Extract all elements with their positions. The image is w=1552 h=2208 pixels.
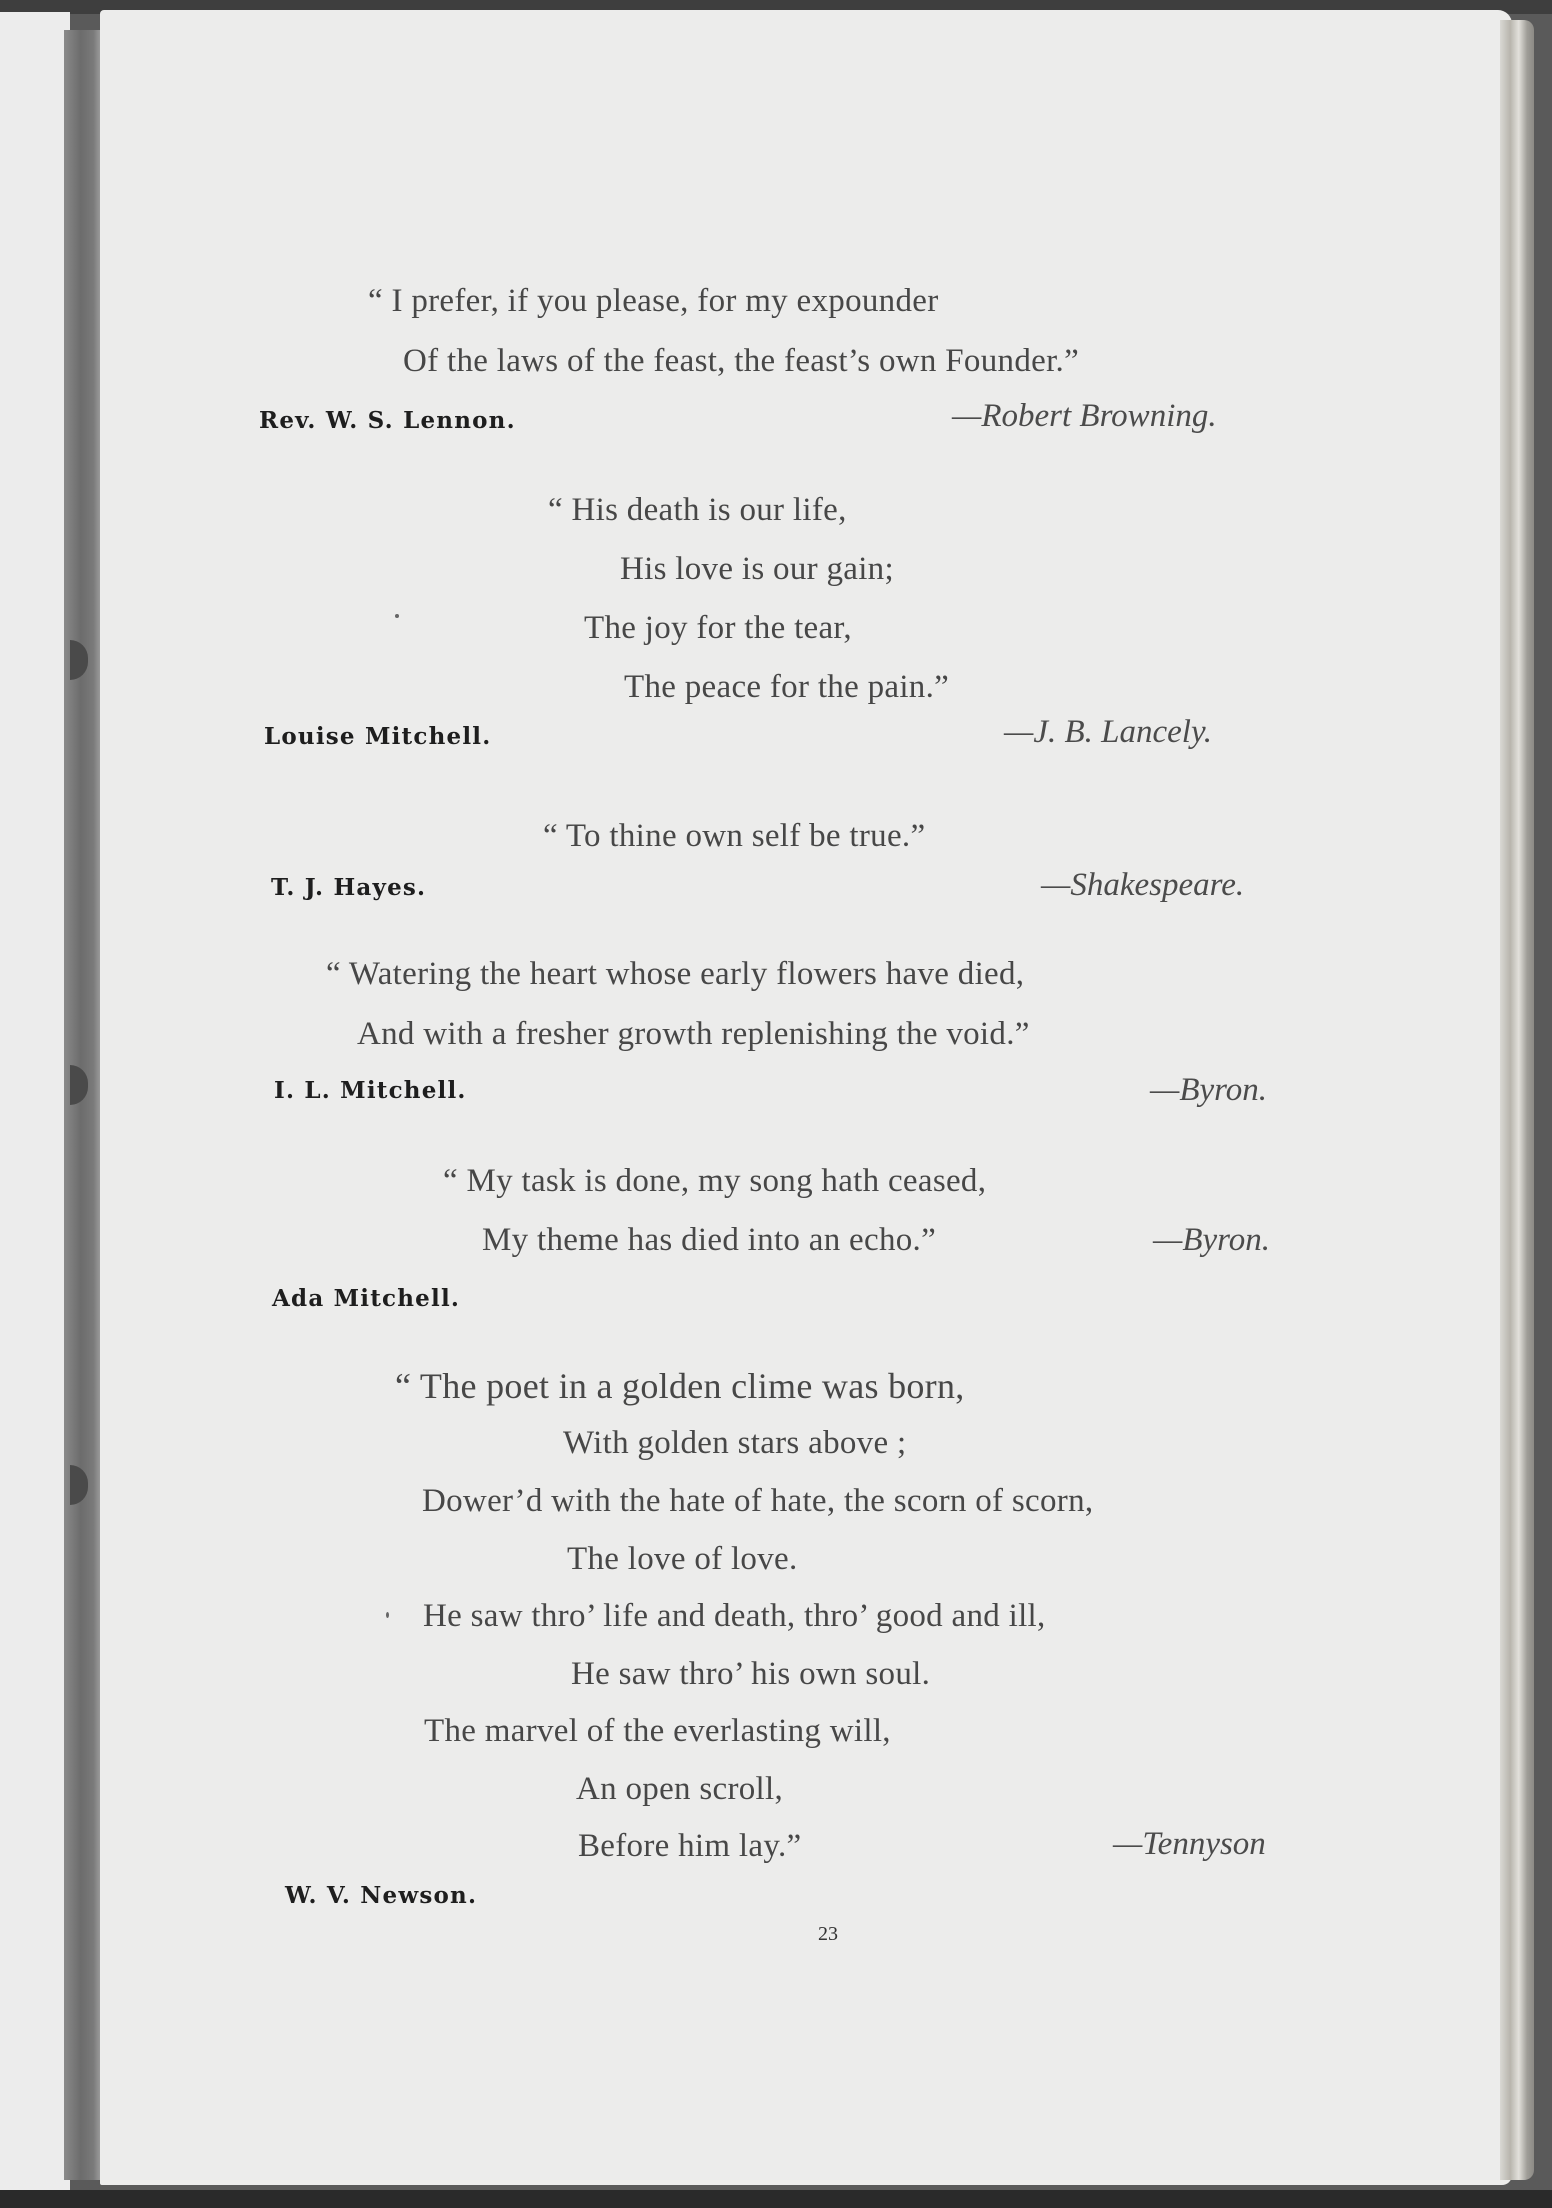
quote-line: “ My task is done, my song hath ceased, xyxy=(443,1163,987,1199)
quote-line: Of the laws of the feast, the feast’s own Founder.” xyxy=(403,343,1080,379)
contributor-name: Ada Mitchell. xyxy=(272,1285,461,1312)
quote-author: —J. B. Lancely. xyxy=(1004,714,1213,750)
contributor-name: Louise Mitchell. xyxy=(264,723,492,750)
quote-line: And with a fresher growth replenishing the void.” xyxy=(357,1016,1030,1052)
quote-line: Before him lay.” xyxy=(578,1828,802,1864)
quote-author: —Robert Browning. xyxy=(952,398,1217,434)
quote-line: “ Watering the heart whose early flowers have died, xyxy=(326,956,1025,992)
quote-line: The love of love. xyxy=(567,1541,798,1577)
quote-line: “ I prefer, if you please, for my expounder xyxy=(368,283,939,319)
quote-author: —Shakespeare. xyxy=(1041,867,1245,903)
quote-line: He saw thro’ life and death, thro’ good and ill, xyxy=(423,1598,1046,1634)
ink-speck xyxy=(395,614,399,618)
quote-line: “ His death is our life, xyxy=(548,492,847,528)
page-number: 23 xyxy=(818,1923,838,1945)
quote-line: “ To thine own self be true.” xyxy=(543,818,926,854)
quote-author: —Tennyson xyxy=(1113,1826,1266,1862)
page-edge xyxy=(1500,20,1534,2180)
contributor-name: Rev. W. S. Lennon. xyxy=(259,407,516,434)
quote-line: The joy for the tear, xyxy=(584,610,852,646)
quote-line: With golden stars above ; xyxy=(563,1425,907,1461)
quote-line: “ The poet in a golden clime was born, xyxy=(395,1366,965,1406)
quote-line: An open scroll, xyxy=(576,1771,784,1807)
quote-line: My theme has died into an echo.” xyxy=(482,1222,937,1258)
ink-speck xyxy=(386,1612,389,1618)
quote-line: The peace for the pain.” xyxy=(624,669,950,705)
quote-line: His love is our gain; xyxy=(620,551,894,587)
facing-page xyxy=(0,12,70,2192)
scan-border-bottom xyxy=(0,2190,1552,2208)
quote-author: —Byron. xyxy=(1153,1222,1271,1258)
quote-line: He saw thro’ his own soul. xyxy=(571,1656,931,1692)
contributor-name: W. V. Newson. xyxy=(285,1882,478,1909)
quote-line: The marvel of the everlasting will, xyxy=(424,1713,891,1749)
contributor-name: T. J. Hayes. xyxy=(271,874,427,901)
contributor-name: I. L. Mitchell. xyxy=(274,1077,467,1104)
quote-line: Dower’d with the hate of hate, the scorn of scorn, xyxy=(422,1483,1094,1519)
quote-author: —Byron. xyxy=(1150,1072,1268,1108)
